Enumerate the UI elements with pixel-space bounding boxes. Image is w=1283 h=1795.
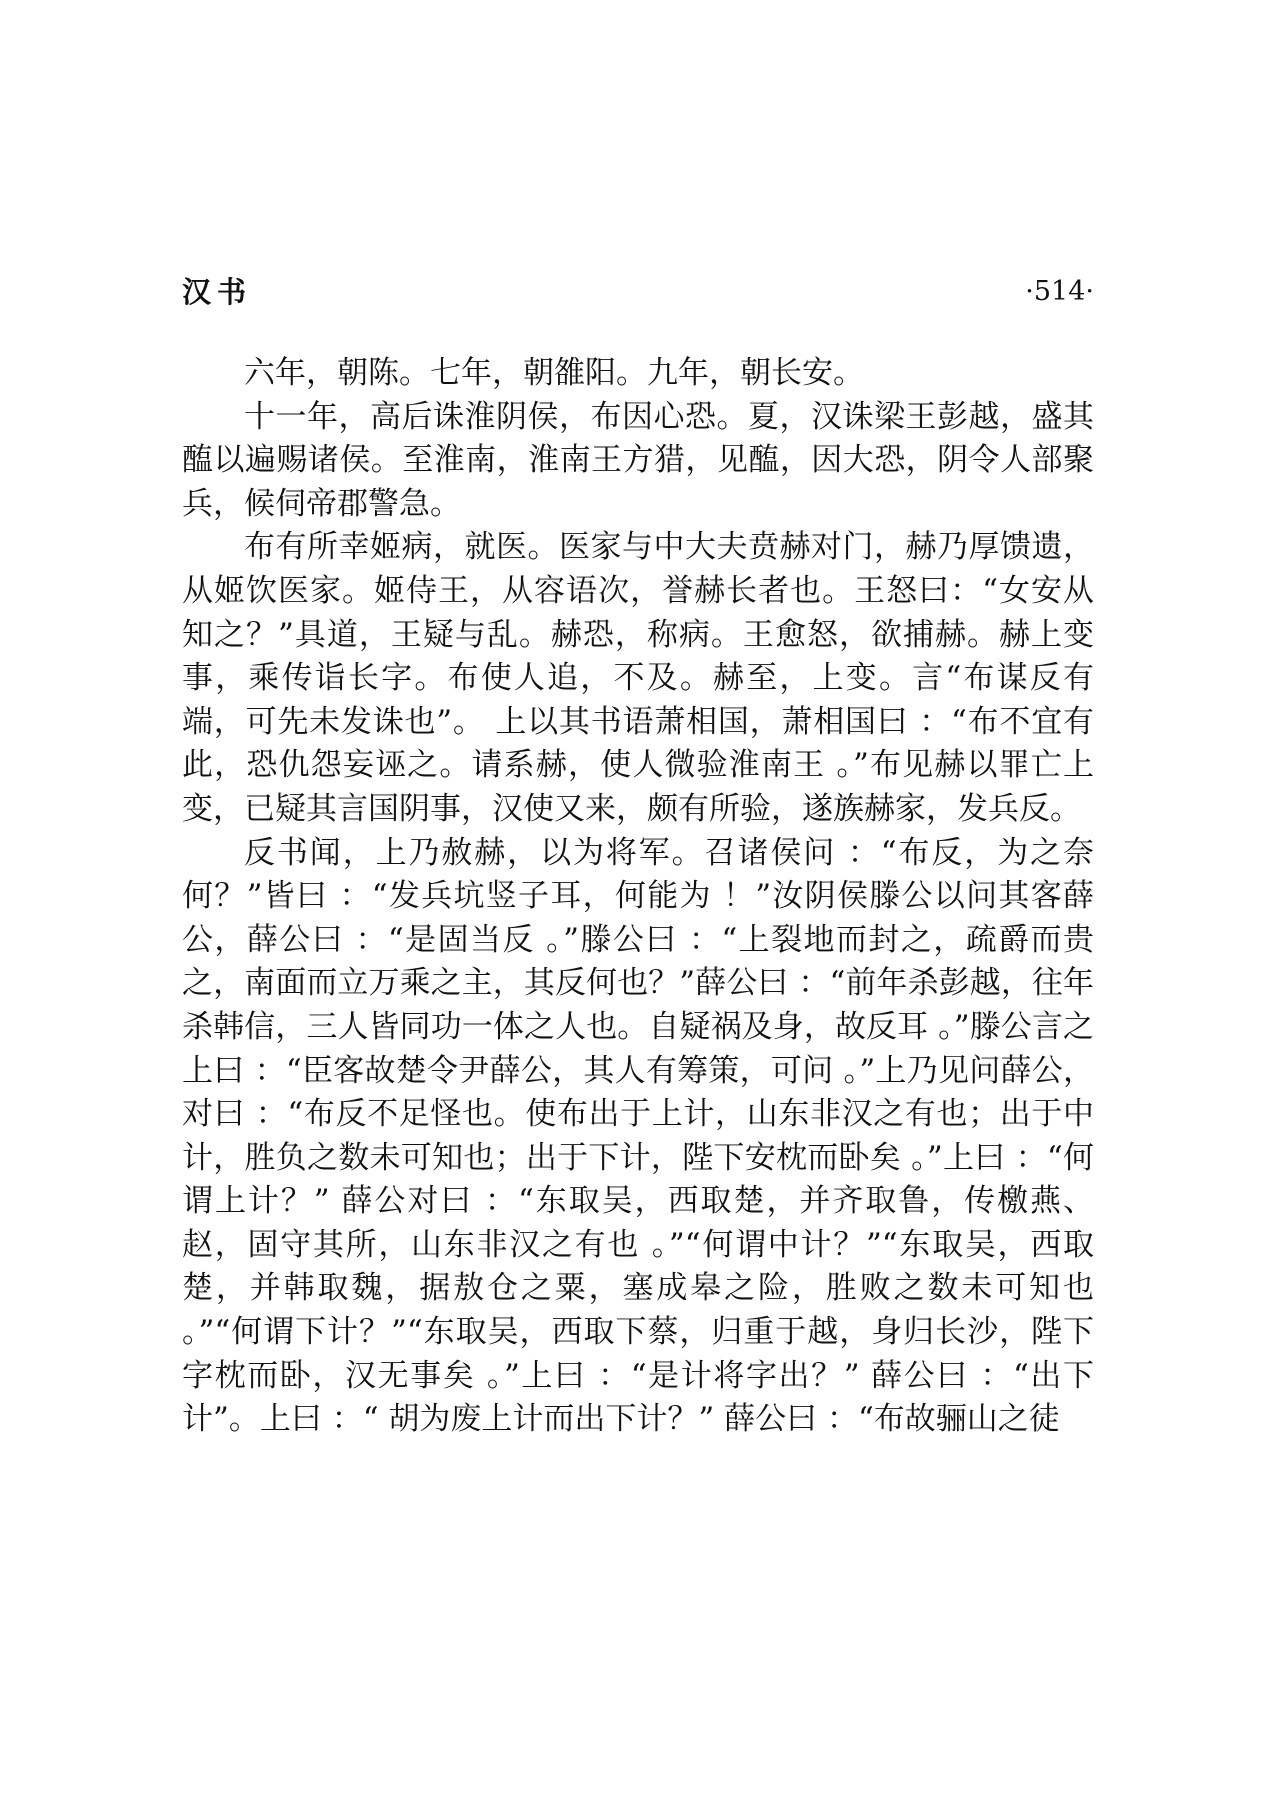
paragraph: 六年，朝陈。七年，朝雒阳。九年，朝长安。 <box>244 355 864 391</box>
book-title: 汉书 <box>182 275 253 309</box>
page-number: ·514· <box>1025 276 1094 307</box>
paragraph: 反书闻，上乃赦赫，以为将军。召诸侯问 ：“布反，为之奈何？”皆曰 ：“发兵坑竖子耳，何能为 ！”汝阴侯滕公以问其客薛公，薛公曰 ：“是固当反 。”滕公曰 ：“上裂地而封之，疏爵而贵之，南面而立万乘之主，其反何也？”薛公曰 ：“前年杀彭越，往年杀韩信，三人皆同功一体之人也。自疑祸及身，故反耳 。”滕公言之上曰 ：“臣客故楚令尹薛公，其人有筹策，可问 。”上乃见问薛公，对曰 ：“布反不足怪也。使布出于上计，山东非汉之有也；出于中计，胜负之数未可知也；出于下计，陛下安枕而卧矣 。”上曰 ：“何谓上计？” 薛公对曰 ：“东取吴，西取楚，并齐取鲁，传檄燕、赵，固守其所，山东非汉之有也 。”“何谓中计？”“东取吴，西取楚，并韩取魏，据敖仓之粟，塞成皋之险，胜败之数未可知也 。”“何谓下计？”“东取吴，西取下蔡，归重于越，身归长沙，陛下字枕而卧，汉无事矣 。”上曰 ：“是计将字出？” 薛公曰 ：“出下计”。上曰 ：“ 胡为废上计而出下计？” 薛公曰 ：“布故骊山之徒 <box>182 834 1094 1438</box>
body-text <box>182 352 1094 1442</box>
paragraph: 布有所幸姬病，就医。医家与中大夫贲赫对门，赫乃厚馈遗，从姬饮医家。姬侍王，从容语次，誉赫长者也。王怒曰：“女安从知之？”具道，王疑与乱。赫恐，称病。王愈怒，欲捕赫。赫上变事，乘传诣长字。布使人追，不及。赫至，上变。言“布谋反有端，可先未发诛也”。 上以其书语萧相国，萧相国曰 ：“布不宜有此，恐仇怨妄诬之。请系赫，使人微验淮南王 。”布见赫以罪亡上变，已疑其言国阴事，汉使又来，颇有所验，遂族赫家，发兵反。 <box>182 529 1094 827</box>
paragraph: 十一年，高后诛淮阴侯，布因心恐。夏，汉诛梁王彭越，盛其醢以遍赐诸侯。至淮南，淮南王方猎，见醢，因大恐，阴令人部聚兵，候伺帝郡警急。 <box>182 398 1094 522</box>
running-header <box>182 272 1094 312</box>
